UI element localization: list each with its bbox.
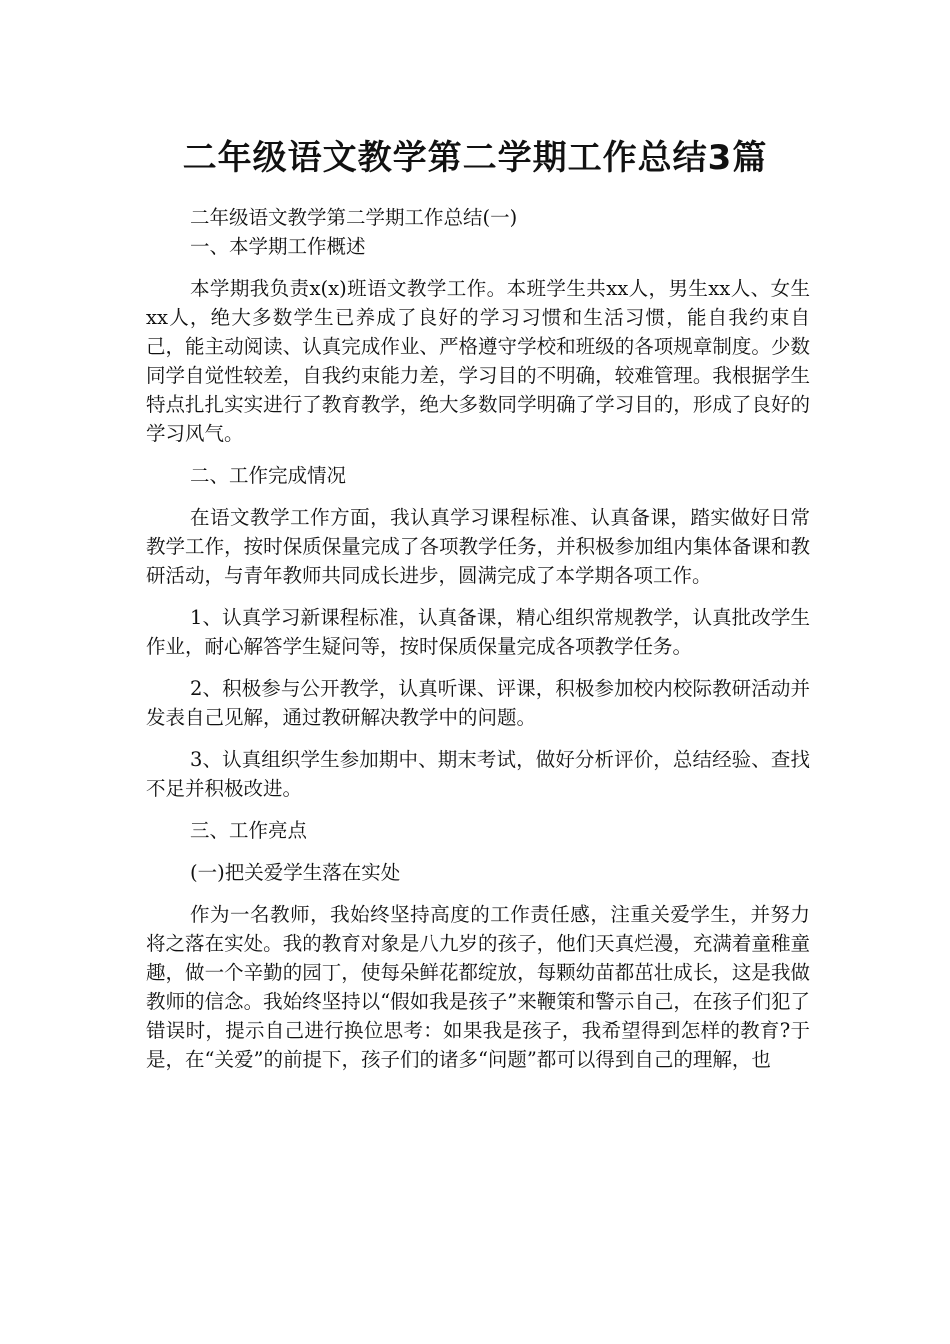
document-title: 二年级语文教学第二学期工作总结3篇 [182, 138, 768, 178]
paragraph-completion-intro: 在语文教学工作方面，我认真学习课程标准、认真备课，踏实做好日常教学工作，按时保质保量完成了各项教学任务，并积极参加组内集体备课和教研活动，与青年教师共同成长进步，圆满完成了本学期各项工作。 [146, 506, 810, 587]
document-body [146, 203, 810, 1074]
paragraph-overview: 本学期我负责x(x)班语文教学工作。本班学生共xx人，男生xx人、女生xx人，绝大多数学生已养成了良好的学习习惯和生活习惯，能自我约束自己，能主动阅读、认真完成作业、严格遵守学校和班级的各项规章制度。少数同学自觉性较差，自我约束能力差，学习目的不明确，较难管理。我根据学生特点扎扎实实进行了教育教学，绝大多数同学明确了学习目的，形成了良好的学习风气。 [146, 277, 810, 445]
paragraph-care: 作为一名教师，我始终坚持高度的工作责任感，注重关爱学生，并努力将之落在实处。我的教育对象是八九岁的孩子，他们天真烂漫，充满着童稚童趣，做一个辛勤的园丁，使每朵鲜花都绽放，每颗幼苗都茁壮成长，这是我做教师的信念。我始终坚持以“假如我是孩子”来鞭策和警示自己，在孩子们犯了错误时，提示自己进行换位思考：如果我是孩子，我希望得到怎样的教育?于是，在“关爱”的前提下，孩子们的诸多“问题”都可以得到自己的理解，也 [146, 903, 810, 1071]
subtitle: 二年级语文教学第二学期工作总结(一) [190, 206, 518, 229]
paragraph-completion-item-3: 3、认真组织学生参加期中、期末考试，做好分析评价，总结经验、查找不足并积极改进。 [146, 748, 810, 800]
section-heading-overview: 一、本学期工作概述 [190, 235, 366, 258]
paragraph-completion-item-1: 1、认真学习新课程标准，认真备课，精心组织常规教学，认真批改学生作业，耐心解答学生疑问等，按时保质保量完成各项教学任务。 [146, 606, 810, 658]
section-heading-highlights: 三、工作亮点 [190, 819, 308, 842]
section-heading-completion: 二、工作完成情况 [190, 464, 347, 487]
subsection-heading-care: (一)把关爱学生落在实处 [190, 861, 401, 884]
paragraph-completion-item-2: 2、积极参与公开教学，认真听课、评课，积极参加校内校际教研活动并发表自己见解，通过教研解决教学中的问题。 [146, 677, 810, 729]
